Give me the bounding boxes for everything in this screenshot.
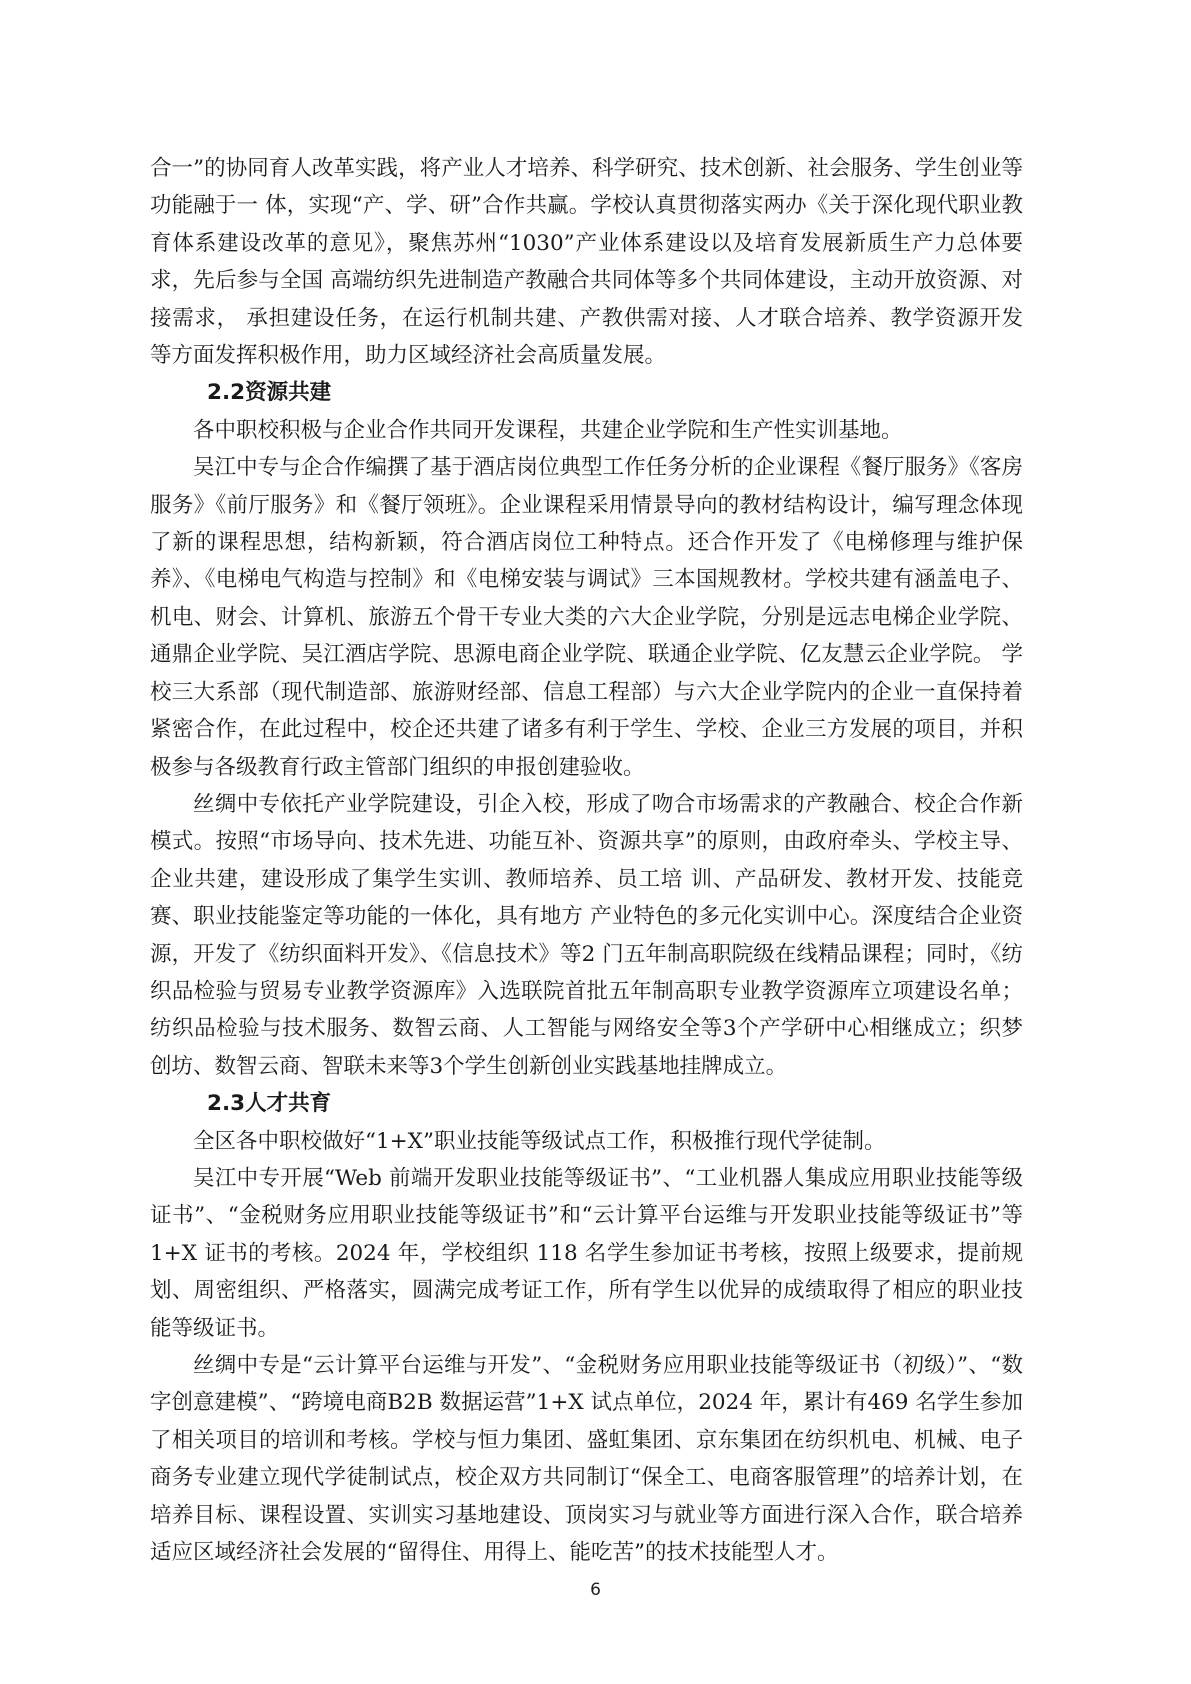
paragraph: 全区各中职校做好“1+X”职业技能等级试点工作，积极推行现代学徒制。 bbox=[193, 1128, 886, 1154]
section-heading-2-2: 2.2资源共建 bbox=[207, 380, 332, 406]
paragraph: 各中职校积极与企业合作共同开发课程，共建企业学院和生产性实训基地。 bbox=[193, 417, 903, 443]
paragraph: 吴江中专与企合作编撰了基于酒店岗位典型工作任务分析的企业课程《餐厅服务》《客房服务》《前厅服务》和《餐厅领班》。企业课程采用情景导向的教材结构设计，编写理念体现了新的课程思想，结构新颖，符合酒店岗位工种特点。还合作开发了《电梯修理与维护保养》、《电梯电气构造与控制》和《电梯安装与调试》三本国规教材。学校共建有涵盖电子、机电、财会、计算机、旅游五个骨干专业大类的六大企业学院，分别是远志电梯企业学院、通鼎企业学院、吴江酒店学院、思源电商企业学院、联通企业学院、亿友慧云企业学院。 学校三大系部（现代制造部、旅游财经部、信息工程部）与六大企业学院内的企业一直保持着紧密合作，在此过程中，校企还共建了诸多有利于学生、学校、企业三方发展的项目，并积极参与各级教育行政主管部门组织的申报创建验收。 bbox=[150, 455, 1023, 780]
document-page bbox=[150, 150, 1052, 1571]
page-number: 6 bbox=[590, 1580, 601, 1600]
paragraph: 丝绸中专依托产业学院建设，引企入校，形成了吻合市场需求的产教融合、校企合作新模式。按照“市场导向、技术先进、功能互补、资源共享”的原则，由政府牵头、学校主导、企业共建，建设形成了集学生实训、教师培养、员工培 训、产品研发、教材开发、技能竞赛、职业技能鉴定等功能的一体化，具有地方 产业特色的多元化实训中心。深度结合企业资源，开发了《纺织面料开发》、《信息技术》等2 门五年制高职院级在线精品课程；同时，《纺织品检验与贸易专业教学资源库》入选联院首批五年制高职专业教学资源库立项建设名单；纺织品检验与技术服务、数智云商、人工智能与网络安全等3个产学研中心相继成立；织梦创坊、数智云商、智联未来等3个学生创新创业实践基地挂牌成立。 bbox=[150, 791, 1023, 1079]
paragraph-continued: 合一”的协同育人改革实践，将产业人才培养、科学研究、技术创新、社会服务、学生创业等功能融于一 体，实现“产、学、研”合作共赢。学校认真贯彻落实两办《关于深化现代职业教育体系建设改革的意见》，聚焦苏州“1030”产业体系建设以及培育发展新质生产力总体要求，先后参与全国 高端纺织先进制造产教融合共同体等多个共同体建设，主动开放资源、对接需求， 承担建设任务，在运行机制共建、产教供需对接、人才联合培养、教学资源开发 等方面发挥积极作用，助力区域经济社会高质量发展。 bbox=[150, 156, 1023, 369]
paragraph: 丝绸中专是“云计算平台运维与开发”、“金税财务应用职业技能等级证书（初级）”、“数字创意建模”、“跨境电商B2B 数据运营”1+X 试点单位，2024 年，累计有469 名学生参加 了相关项目的培训和考核。学校与恒力集团、盛虹集团、京东集团在纺织机电、机械、电子商务专业建立现代学徒制试点，校企双方共同制订“保全工、电商客服管理”的培养计划，在培养目标、课程设置、实训实习基地建设、顶岗实习与就业等方面进行深入合作，联合培养适应区域经济社会发展的“留得住、用得上、能吃苦”的技术技能型人才。 bbox=[150, 1353, 1052, 1566]
section-heading-2-3: 2.3人才共育 bbox=[207, 1091, 332, 1117]
paragraph: 吴江中专开展“Web 前端开发职业技能等级证书”、“工业机器人集成应用职业技能等级证书”、“金税财务应用职业技能等级证书”和“云计算平台运维与开发职业技能等级证书”等 1+X 证书的考核。2024 年，学校组织 118 名学生参加证书考核，按照上级要求，提前规划、周密组织、严格落实，圆满完成考证工作，所有学生以优异的成绩取得了相应的职业技能等级证书。 bbox=[150, 1165, 1023, 1341]
